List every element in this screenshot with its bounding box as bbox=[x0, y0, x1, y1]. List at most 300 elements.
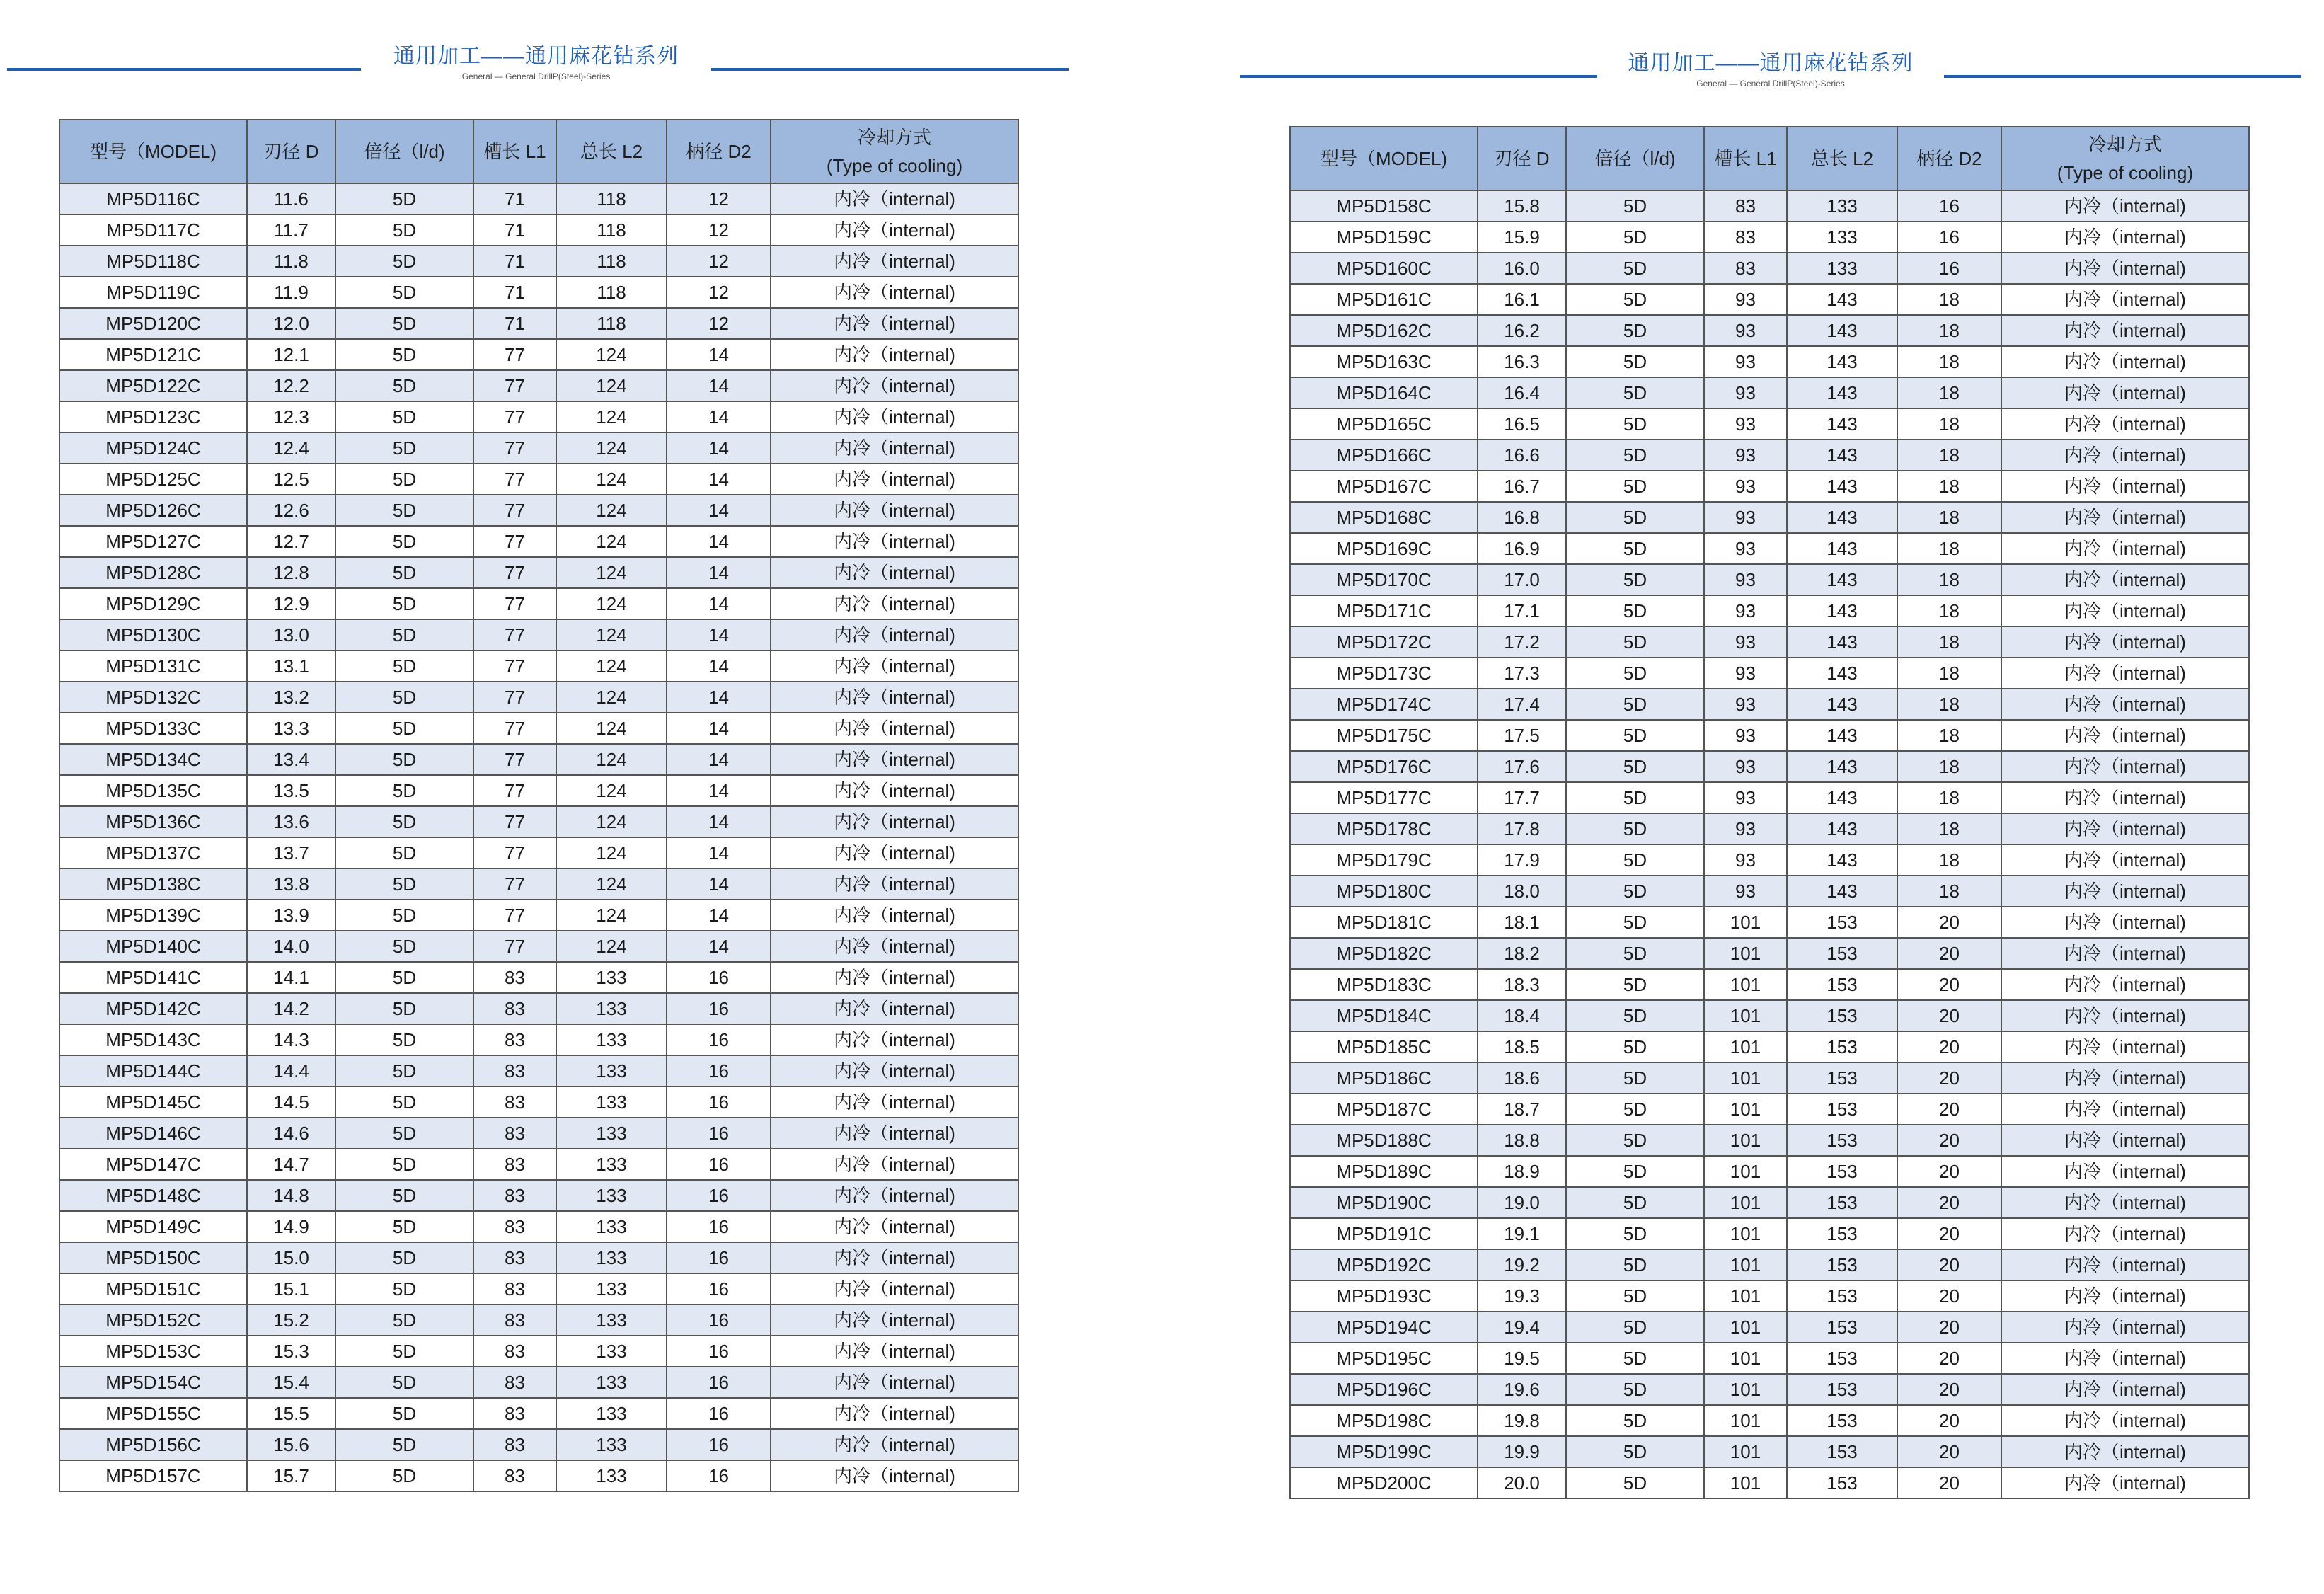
cell-shank-diameter: 16 bbox=[667, 1367, 771, 1398]
cell-blade-diameter: 12.9 bbox=[247, 588, 335, 619]
table-row bbox=[59, 993, 1018, 1024]
cell-cooling: 内冷（internal) bbox=[771, 495, 1018, 526]
cell-cooling: 内冷（internal) bbox=[2001, 190, 2249, 222]
cell-flute-length: 101 bbox=[1704, 1000, 1787, 1031]
cell-overall-length: 133 bbox=[556, 1180, 667, 1211]
cell-overall-length: 153 bbox=[1787, 907, 1897, 938]
cell-length-ratio: 5D bbox=[335, 401, 473, 432]
cell-blade-diameter: 11.8 bbox=[247, 246, 335, 277]
cell-shank-diameter: 20 bbox=[1897, 1249, 2001, 1280]
cell-cooling: 内冷（internal) bbox=[771, 557, 1018, 588]
table-row bbox=[59, 1429, 1018, 1460]
cell-overall-length: 153 bbox=[1787, 1156, 1897, 1187]
table-row bbox=[59, 1149, 1018, 1180]
cell-cooling: 内冷（internal) bbox=[2001, 1436, 2249, 1467]
cell-shank-diameter: 14 bbox=[667, 650, 771, 682]
cell-model: MP5D186C bbox=[1290, 1062, 1478, 1094]
cell-shank-diameter: 18 bbox=[1897, 346, 2001, 377]
cell-length-ratio: 5D bbox=[1566, 1094, 1704, 1125]
cell-flute-length: 77 bbox=[473, 339, 556, 370]
cell-model: MP5D128C bbox=[59, 557, 247, 588]
cell-overall-length: 133 bbox=[556, 1118, 667, 1149]
table-row bbox=[59, 619, 1018, 650]
cell-shank-diameter: 12 bbox=[667, 214, 771, 246]
cell-length-ratio: 5D bbox=[1566, 907, 1704, 938]
cell-cooling: 内冷（internal) bbox=[2001, 1000, 2249, 1031]
cell-cooling: 内冷（internal) bbox=[2001, 1062, 2249, 1094]
cell-model: MP5D149C bbox=[59, 1211, 247, 1242]
cell-cooling: 内冷（internal) bbox=[2001, 844, 2249, 876]
cell-length-ratio: 5D bbox=[1566, 190, 1704, 222]
cell-shank-diameter: 14 bbox=[667, 588, 771, 619]
cell-blade-diameter: 16.6 bbox=[1478, 440, 1566, 471]
cell-shank-diameter: 16 bbox=[667, 1118, 771, 1149]
cell-model: MP5D155C bbox=[59, 1398, 247, 1429]
cell-shank-diameter: 18 bbox=[1897, 502, 2001, 533]
column-header-flute-length: 槽长 L1 bbox=[1704, 127, 1787, 190]
cell-flute-length: 101 bbox=[1704, 1062, 1787, 1094]
cell-model: MP5D158C bbox=[1290, 190, 1478, 222]
spec-table-right bbox=[1289, 126, 2250, 1499]
table-row bbox=[59, 962, 1018, 993]
cell-blade-diameter: 15.9 bbox=[1478, 222, 1566, 253]
cell-flute-length: 101 bbox=[1704, 1249, 1787, 1280]
cell-blade-diameter: 13.8 bbox=[247, 868, 335, 900]
cell-length-ratio: 5D bbox=[335, 557, 473, 588]
cell-length-ratio: 5D bbox=[1566, 1343, 1704, 1374]
cell-overall-length: 153 bbox=[1787, 938, 1897, 969]
cell-length-ratio: 5D bbox=[1566, 222, 1704, 253]
cell-flute-length: 83 bbox=[473, 1305, 556, 1336]
cell-model: MP5D163C bbox=[1290, 346, 1478, 377]
cell-flute-length: 93 bbox=[1704, 876, 1787, 907]
cell-model: MP5D120C bbox=[59, 308, 247, 339]
cell-flute-length: 83 bbox=[473, 1273, 556, 1305]
cell-shank-diameter: 20 bbox=[1897, 1218, 2001, 1249]
table-row bbox=[1290, 876, 2249, 907]
cell-blade-diameter: 16.8 bbox=[1478, 502, 1566, 533]
cell-shank-diameter: 14 bbox=[667, 401, 771, 432]
cell-overall-length: 118 bbox=[556, 246, 667, 277]
cell-shank-diameter: 18 bbox=[1897, 284, 2001, 315]
table-row bbox=[1290, 782, 2249, 813]
cell-model: MP5D125C bbox=[59, 464, 247, 495]
cell-cooling: 内冷（internal) bbox=[771, 1398, 1018, 1429]
cell-model: MP5D198C bbox=[1290, 1405, 1478, 1436]
cell-model: MP5D146C bbox=[59, 1118, 247, 1149]
cell-model: MP5D133C bbox=[59, 713, 247, 744]
cell-model: MP5D160C bbox=[1290, 253, 1478, 284]
cell-overall-length: 133 bbox=[556, 962, 667, 993]
cell-blade-diameter: 14.5 bbox=[247, 1086, 335, 1118]
cell-model: MP5D143C bbox=[59, 1024, 247, 1055]
table-row bbox=[59, 464, 1018, 495]
cell-cooling: 内冷（internal) bbox=[771, 868, 1018, 900]
cell-flute-length: 93 bbox=[1704, 751, 1787, 782]
table-header-row bbox=[1290, 127, 2249, 190]
cell-length-ratio: 5D bbox=[335, 588, 473, 619]
cell-flute-length: 101 bbox=[1704, 907, 1787, 938]
cell-blade-diameter: 19.0 bbox=[1478, 1187, 1566, 1218]
cell-shank-diameter: 20 bbox=[1897, 1280, 2001, 1312]
cell-cooling: 内冷（internal) bbox=[2001, 969, 2249, 1000]
page-subtitle: General — General DrillP(Steel)-Series bbox=[1696, 79, 1845, 88]
cell-flute-length: 83 bbox=[1704, 253, 1787, 284]
cell-shank-diameter: 14 bbox=[667, 775, 771, 806]
column-header-model: 型号（MODEL) bbox=[1290, 127, 1478, 190]
cell-length-ratio: 5D bbox=[335, 713, 473, 744]
cell-blade-diameter: 18.6 bbox=[1478, 1062, 1566, 1094]
cell-overall-length: 133 bbox=[556, 993, 667, 1024]
cell-overall-length: 143 bbox=[1787, 502, 1897, 533]
cell-blade-diameter: 17.8 bbox=[1478, 813, 1566, 844]
cell-overall-length: 143 bbox=[1787, 782, 1897, 813]
cell-cooling: 内冷（internal) bbox=[771, 1086, 1018, 1118]
cell-overall-length: 118 bbox=[556, 277, 667, 308]
cell-blade-diameter: 11.6 bbox=[247, 183, 335, 214]
cell-cooling: 内冷（internal) bbox=[2001, 876, 2249, 907]
cell-overall-length: 133 bbox=[1787, 190, 1897, 222]
cell-length-ratio: 5D bbox=[1566, 720, 1704, 751]
cell-shank-diameter: 16 bbox=[667, 1242, 771, 1273]
cell-overall-length: 133 bbox=[556, 1429, 667, 1460]
cell-blade-diameter: 18.1 bbox=[1478, 907, 1566, 938]
cell-overall-length: 153 bbox=[1787, 1436, 1897, 1467]
cell-length-ratio: 5D bbox=[1566, 689, 1704, 720]
cell-blade-diameter: 17.9 bbox=[1478, 844, 1566, 876]
cell-cooling: 内冷（internal) bbox=[2001, 751, 2249, 782]
cell-model: MP5D199C bbox=[1290, 1436, 1478, 1467]
cell-model: MP5D200C bbox=[1290, 1467, 1478, 1498]
cell-blade-diameter: 13.4 bbox=[247, 744, 335, 775]
page-title: 通用加工——通用麻花钻系列 bbox=[1628, 52, 1914, 75]
cell-overall-length: 118 bbox=[556, 308, 667, 339]
cell-shank-diameter: 16 bbox=[667, 1460, 771, 1491]
header-rule-right bbox=[711, 68, 1069, 71]
cell-blade-diameter: 18.5 bbox=[1478, 1031, 1566, 1062]
cell-shank-diameter: 20 bbox=[1897, 1436, 2001, 1467]
table-row bbox=[1290, 938, 2249, 969]
cell-blade-diameter: 17.2 bbox=[1478, 626, 1566, 658]
table-row bbox=[59, 1336, 1018, 1367]
cell-blade-diameter: 13.6 bbox=[247, 806, 335, 837]
cell-length-ratio: 5D bbox=[1566, 1031, 1704, 1062]
cell-blade-diameter: 17.4 bbox=[1478, 689, 1566, 720]
cell-flute-length: 71 bbox=[473, 308, 556, 339]
spec-table-left bbox=[59, 119, 1019, 1492]
cell-model: MP5D161C bbox=[1290, 284, 1478, 315]
cell-shank-diameter: 20 bbox=[1897, 907, 2001, 938]
cell-flute-length: 93 bbox=[1704, 440, 1787, 471]
cell-length-ratio: 5D bbox=[1566, 377, 1704, 408]
cell-overall-length: 124 bbox=[556, 588, 667, 619]
cell-shank-diameter: 18 bbox=[1897, 813, 2001, 844]
table-row bbox=[1290, 1280, 2249, 1312]
cell-blade-diameter: 15.8 bbox=[1478, 190, 1566, 222]
cell-flute-length: 83 bbox=[473, 1336, 556, 1367]
cell-overall-length: 124 bbox=[556, 837, 667, 868]
cell-shank-diameter: 18 bbox=[1897, 876, 2001, 907]
cell-blade-diameter: 16.5 bbox=[1478, 408, 1566, 440]
cell-length-ratio: 5D bbox=[1566, 1156, 1704, 1187]
cell-cooling: 内冷（internal) bbox=[2001, 720, 2249, 751]
cell-flute-length: 77 bbox=[473, 464, 556, 495]
column-header-cooling bbox=[771, 120, 1018, 183]
cell-blade-diameter: 13.7 bbox=[247, 837, 335, 868]
cell-flute-length: 77 bbox=[473, 619, 556, 650]
cell-length-ratio: 5D bbox=[1566, 502, 1704, 533]
cell-flute-length: 77 bbox=[473, 900, 556, 931]
cell-overall-length: 133 bbox=[556, 1460, 667, 1491]
cell-blade-diameter: 17.5 bbox=[1478, 720, 1566, 751]
cell-model: MP5D156C bbox=[59, 1429, 247, 1460]
table-row bbox=[1290, 1436, 2249, 1467]
cell-overall-length: 143 bbox=[1787, 564, 1897, 595]
cell-flute-length: 77 bbox=[473, 650, 556, 682]
cell-length-ratio: 5D bbox=[1566, 1187, 1704, 1218]
cell-shank-diameter: 20 bbox=[1897, 1467, 2001, 1498]
cell-shank-diameter: 20 bbox=[1897, 1000, 2001, 1031]
table-row bbox=[59, 1398, 1018, 1429]
cell-flute-length: 93 bbox=[1704, 689, 1787, 720]
cell-overall-length: 143 bbox=[1787, 377, 1897, 408]
table-row bbox=[59, 401, 1018, 432]
cell-flute-length: 101 bbox=[1704, 1436, 1787, 1467]
cell-model: MP5D140C bbox=[59, 931, 247, 962]
table-row bbox=[59, 931, 1018, 962]
cell-overall-length: 143 bbox=[1787, 626, 1897, 658]
cell-flute-length: 93 bbox=[1704, 377, 1787, 408]
cell-overall-length: 153 bbox=[1787, 1374, 1897, 1405]
cell-blade-diameter: 15.7 bbox=[247, 1460, 335, 1491]
cell-length-ratio: 5D bbox=[335, 1336, 473, 1367]
cell-cooling: 内冷（internal) bbox=[2001, 626, 2249, 658]
cell-cooling: 内冷（internal) bbox=[771, 1118, 1018, 1149]
cell-overall-length: 124 bbox=[556, 339, 667, 370]
cell-blade-diameter: 14.8 bbox=[247, 1180, 335, 1211]
cell-model: MP5D126C bbox=[59, 495, 247, 526]
cell-length-ratio: 5D bbox=[335, 1024, 473, 1055]
table-row bbox=[1290, 1343, 2249, 1374]
cell-length-ratio: 5D bbox=[1566, 253, 1704, 284]
cell-overall-length: 133 bbox=[556, 1055, 667, 1086]
cell-model: MP5D139C bbox=[59, 900, 247, 931]
cell-blade-diameter: 19.5 bbox=[1478, 1343, 1566, 1374]
cell-overall-length: 133 bbox=[556, 1024, 667, 1055]
cell-length-ratio: 5D bbox=[1566, 1312, 1704, 1343]
cell-flute-length: 83 bbox=[473, 1460, 556, 1491]
cell-overall-length: 153 bbox=[1787, 1312, 1897, 1343]
column-header-overall-length: 总长 L2 bbox=[556, 120, 667, 183]
cell-blade-diameter: 11.9 bbox=[247, 277, 335, 308]
table-row bbox=[1290, 284, 2249, 315]
table-row bbox=[59, 650, 1018, 682]
cell-shank-diameter: 14 bbox=[667, 495, 771, 526]
cell-length-ratio: 5D bbox=[335, 339, 473, 370]
cell-flute-length: 83 bbox=[473, 1024, 556, 1055]
cell-model: MP5D169C bbox=[1290, 533, 1478, 564]
cell-shank-diameter: 18 bbox=[1897, 440, 2001, 471]
right-page bbox=[1162, 0, 2324, 1594]
cell-overall-length: 143 bbox=[1787, 284, 1897, 315]
table-row bbox=[59, 1086, 1018, 1118]
cell-length-ratio: 5D bbox=[335, 526, 473, 557]
cell-cooling: 内冷（internal) bbox=[771, 464, 1018, 495]
cell-length-ratio: 5D bbox=[335, 1429, 473, 1460]
table-row bbox=[59, 308, 1018, 339]
cell-length-ratio: 5D bbox=[335, 775, 473, 806]
table-row bbox=[59, 1367, 1018, 1398]
cell-blade-diameter: 13.9 bbox=[247, 900, 335, 931]
table-row bbox=[59, 339, 1018, 370]
cell-blade-diameter: 16.2 bbox=[1478, 315, 1566, 346]
table-row bbox=[59, 526, 1018, 557]
table-row bbox=[1290, 190, 2249, 222]
cell-blade-diameter: 17.0 bbox=[1478, 564, 1566, 595]
cell-flute-length: 101 bbox=[1704, 938, 1787, 969]
cell-shank-diameter: 16 bbox=[667, 1055, 771, 1086]
table-header-row bbox=[59, 120, 1018, 183]
cell-length-ratio: 5D bbox=[335, 1055, 473, 1086]
cell-flute-length: 101 bbox=[1704, 1280, 1787, 1312]
cell-shank-diameter: 20 bbox=[1897, 938, 2001, 969]
cell-overall-length: 133 bbox=[556, 1211, 667, 1242]
table-row bbox=[1290, 751, 2249, 782]
table-row bbox=[1290, 222, 2249, 253]
cell-shank-diameter: 14 bbox=[667, 868, 771, 900]
cell-length-ratio: 5D bbox=[335, 1242, 473, 1273]
cell-model: MP5D141C bbox=[59, 962, 247, 993]
cell-length-ratio: 5D bbox=[1566, 595, 1704, 626]
cell-cooling: 内冷（internal) bbox=[2001, 564, 2249, 595]
cell-blade-diameter: 13.0 bbox=[247, 619, 335, 650]
cell-length-ratio: 5D bbox=[335, 1086, 473, 1118]
cell-blade-diameter: 16.3 bbox=[1478, 346, 1566, 377]
cell-cooling: 内冷（internal) bbox=[771, 526, 1018, 557]
cell-blade-diameter: 13.5 bbox=[247, 775, 335, 806]
cell-length-ratio: 5D bbox=[1566, 1405, 1704, 1436]
cell-cooling: 内冷（internal) bbox=[771, 432, 1018, 464]
cell-shank-diameter: 18 bbox=[1897, 658, 2001, 689]
cell-model: MP5D152C bbox=[59, 1305, 247, 1336]
page-title: 通用加工——通用麻花钻系列 bbox=[393, 45, 679, 68]
table-row bbox=[59, 682, 1018, 713]
cell-overall-length: 124 bbox=[556, 432, 667, 464]
cell-length-ratio: 5D bbox=[335, 1305, 473, 1336]
cell-length-ratio: 5D bbox=[335, 993, 473, 1024]
cell-blade-diameter: 16.9 bbox=[1478, 533, 1566, 564]
page-subtitle: General — General DrillP(Steel)-Series bbox=[461, 71, 611, 81]
table-row bbox=[1290, 1187, 2249, 1218]
cell-length-ratio: 5D bbox=[1566, 408, 1704, 440]
cell-length-ratio: 5D bbox=[335, 1398, 473, 1429]
header-rule-left bbox=[7, 68, 361, 71]
cell-length-ratio: 5D bbox=[1566, 1125, 1704, 1156]
cell-overall-length: 118 bbox=[556, 183, 667, 214]
table-row bbox=[59, 1055, 1018, 1086]
table-row bbox=[1290, 1000, 2249, 1031]
cell-overall-length: 133 bbox=[556, 1367, 667, 1398]
cell-overall-length: 124 bbox=[556, 868, 667, 900]
cell-blade-diameter: 17.6 bbox=[1478, 751, 1566, 782]
cell-cooling: 内冷（internal) bbox=[771, 277, 1018, 308]
cell-model: MP5D166C bbox=[1290, 440, 1478, 471]
cell-model: MP5D164C bbox=[1290, 377, 1478, 408]
cell-model: MP5D196C bbox=[1290, 1374, 1478, 1405]
cell-blade-diameter: 12.1 bbox=[247, 339, 335, 370]
table-row bbox=[1290, 408, 2249, 440]
cell-model: MP5D118C bbox=[59, 246, 247, 277]
cell-length-ratio: 5D bbox=[1566, 1467, 1704, 1498]
cell-model: MP5D137C bbox=[59, 837, 247, 868]
cell-shank-diameter: 16 bbox=[667, 1429, 771, 1460]
cell-length-ratio: 5D bbox=[335, 1180, 473, 1211]
cell-overall-length: 153 bbox=[1787, 1062, 1897, 1094]
cell-length-ratio: 5D bbox=[335, 1367, 473, 1398]
column-header-flute-length: 槽长 L1 bbox=[473, 120, 556, 183]
cell-cooling: 内冷（internal) bbox=[771, 1460, 1018, 1491]
cell-length-ratio: 5D bbox=[335, 464, 473, 495]
cell-flute-length: 83 bbox=[473, 993, 556, 1024]
table-row bbox=[1290, 1156, 2249, 1187]
cell-flute-length: 93 bbox=[1704, 626, 1787, 658]
cell-flute-length: 77 bbox=[473, 806, 556, 837]
cell-flute-length: 77 bbox=[473, 713, 556, 744]
cell-blade-diameter: 19.6 bbox=[1478, 1374, 1566, 1405]
cell-blade-diameter: 16.4 bbox=[1478, 377, 1566, 408]
cell-flute-length: 93 bbox=[1704, 533, 1787, 564]
cell-blade-diameter: 12.8 bbox=[247, 557, 335, 588]
cell-shank-diameter: 16 bbox=[667, 962, 771, 993]
cell-length-ratio: 5D bbox=[1566, 1436, 1704, 1467]
cell-model: MP5D151C bbox=[59, 1273, 247, 1305]
cell-cooling: 内冷（internal) bbox=[771, 1367, 1018, 1398]
cell-model: MP5D172C bbox=[1290, 626, 1478, 658]
cell-cooling: 内冷（internal) bbox=[771, 1211, 1018, 1242]
cell-flute-length: 83 bbox=[473, 1118, 556, 1149]
cell-cooling: 内冷（internal) bbox=[2001, 1156, 2249, 1187]
cell-cooling: 内冷（internal) bbox=[2001, 1312, 2249, 1343]
cell-length-ratio: 5D bbox=[1566, 782, 1704, 813]
cell-model: MP5D170C bbox=[1290, 564, 1478, 595]
cell-model: MP5D147C bbox=[59, 1149, 247, 1180]
cell-cooling: 内冷（internal) bbox=[771, 183, 1018, 214]
cell-flute-length: 101 bbox=[1704, 1187, 1787, 1218]
cell-overall-length: 124 bbox=[556, 806, 667, 837]
cell-flute-length: 93 bbox=[1704, 564, 1787, 595]
cell-length-ratio: 5D bbox=[335, 1211, 473, 1242]
cell-overall-length: 133 bbox=[556, 1242, 667, 1273]
table-row bbox=[1290, 377, 2249, 408]
cell-length-ratio: 5D bbox=[335, 432, 473, 464]
cell-cooling: 内冷（internal) bbox=[771, 1149, 1018, 1180]
cell-blade-diameter: 19.1 bbox=[1478, 1218, 1566, 1249]
cell-model: MP5D195C bbox=[1290, 1343, 1478, 1374]
cell-length-ratio: 5D bbox=[1566, 533, 1704, 564]
cell-length-ratio: 5D bbox=[335, 900, 473, 931]
cell-model: MP5D184C bbox=[1290, 1000, 1478, 1031]
cell-model: MP5D132C bbox=[59, 682, 247, 713]
cell-flute-length: 77 bbox=[473, 931, 556, 962]
cell-cooling: 内冷（internal) bbox=[771, 308, 1018, 339]
cell-overall-length: 124 bbox=[556, 619, 667, 650]
cell-flute-length: 93 bbox=[1704, 844, 1787, 876]
cell-model: MP5D123C bbox=[59, 401, 247, 432]
cell-shank-diameter: 14 bbox=[667, 900, 771, 931]
cell-cooling: 内冷（internal) bbox=[2001, 1218, 2249, 1249]
cell-flute-length: 93 bbox=[1704, 471, 1787, 502]
cell-blade-diameter: 12.7 bbox=[247, 526, 335, 557]
